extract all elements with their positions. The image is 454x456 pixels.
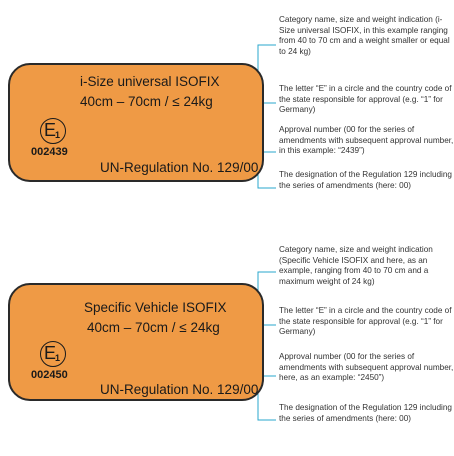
annotation-e-mark-2: The letter “E” in a circle and the country code of the state responsible for approval (e.g. “1” for Germany)	[279, 306, 452, 337]
label-2-size-weight: 40cm – 70cm / ≤ 24kg	[87, 320, 220, 335]
label-1-category: i-Size universal ISOFIX	[80, 74, 220, 89]
label-1-e-country: 1	[55, 130, 61, 140]
label-2-regulation: UN-Regulation No. 129/00	[100, 382, 259, 397]
label-2-e-letter: E	[44, 343, 57, 363]
annotation-regulation-1: The designation of the Regulation 129 including the series of amendments (here: 00)	[279, 170, 452, 190]
label-2-e-mark	[40, 341, 66, 367]
label-1-e-letter: E	[44, 120, 57, 140]
annotation-approval-1: Approval number (00 for the series of amendments with subsequent approval number, in this example: “2439”)	[279, 125, 454, 156]
label-2-e-country: 1	[55, 353, 61, 363]
label-1-size-weight: 40cm – 70cm / ≤ 24kg	[80, 94, 213, 109]
annotation-approval-2: Approval number (00 for the series of amendments with subsequent approval number, here, as an example: “2450”)	[279, 352, 454, 383]
annotation-regulation-2: The designation of the Regulation 129 including the series of amendments (here: 00)	[279, 403, 452, 423]
annotation-category-1: Category name, size and weight indication (i-Size universal ISOFIX, in this example ranging from 40 to 70 cm and a weight smaller or equal to 24 kg)	[279, 15, 450, 56]
label-1-approval-number: 002439	[31, 146, 68, 158]
annotation-e-mark-1: The letter “E” in a circle and the country code of the state responsible for approval (e.g. “1” for Germany)	[279, 84, 452, 115]
label-1-e-mark	[40, 118, 66, 144]
label-1-regulation: UN-Regulation No. 129/00	[100, 160, 259, 175]
label-2-approval-number: 002450	[31, 369, 68, 381]
annotation-category-2: Category name, size and weight indication (Specific Vehicle ISOFIX and here, as an example, ranging from 40 to 70 cm and a maximum weight of 24 kg)	[279, 245, 433, 286]
label-2-category: Specific Vehicle ISOFIX	[84, 300, 227, 315]
